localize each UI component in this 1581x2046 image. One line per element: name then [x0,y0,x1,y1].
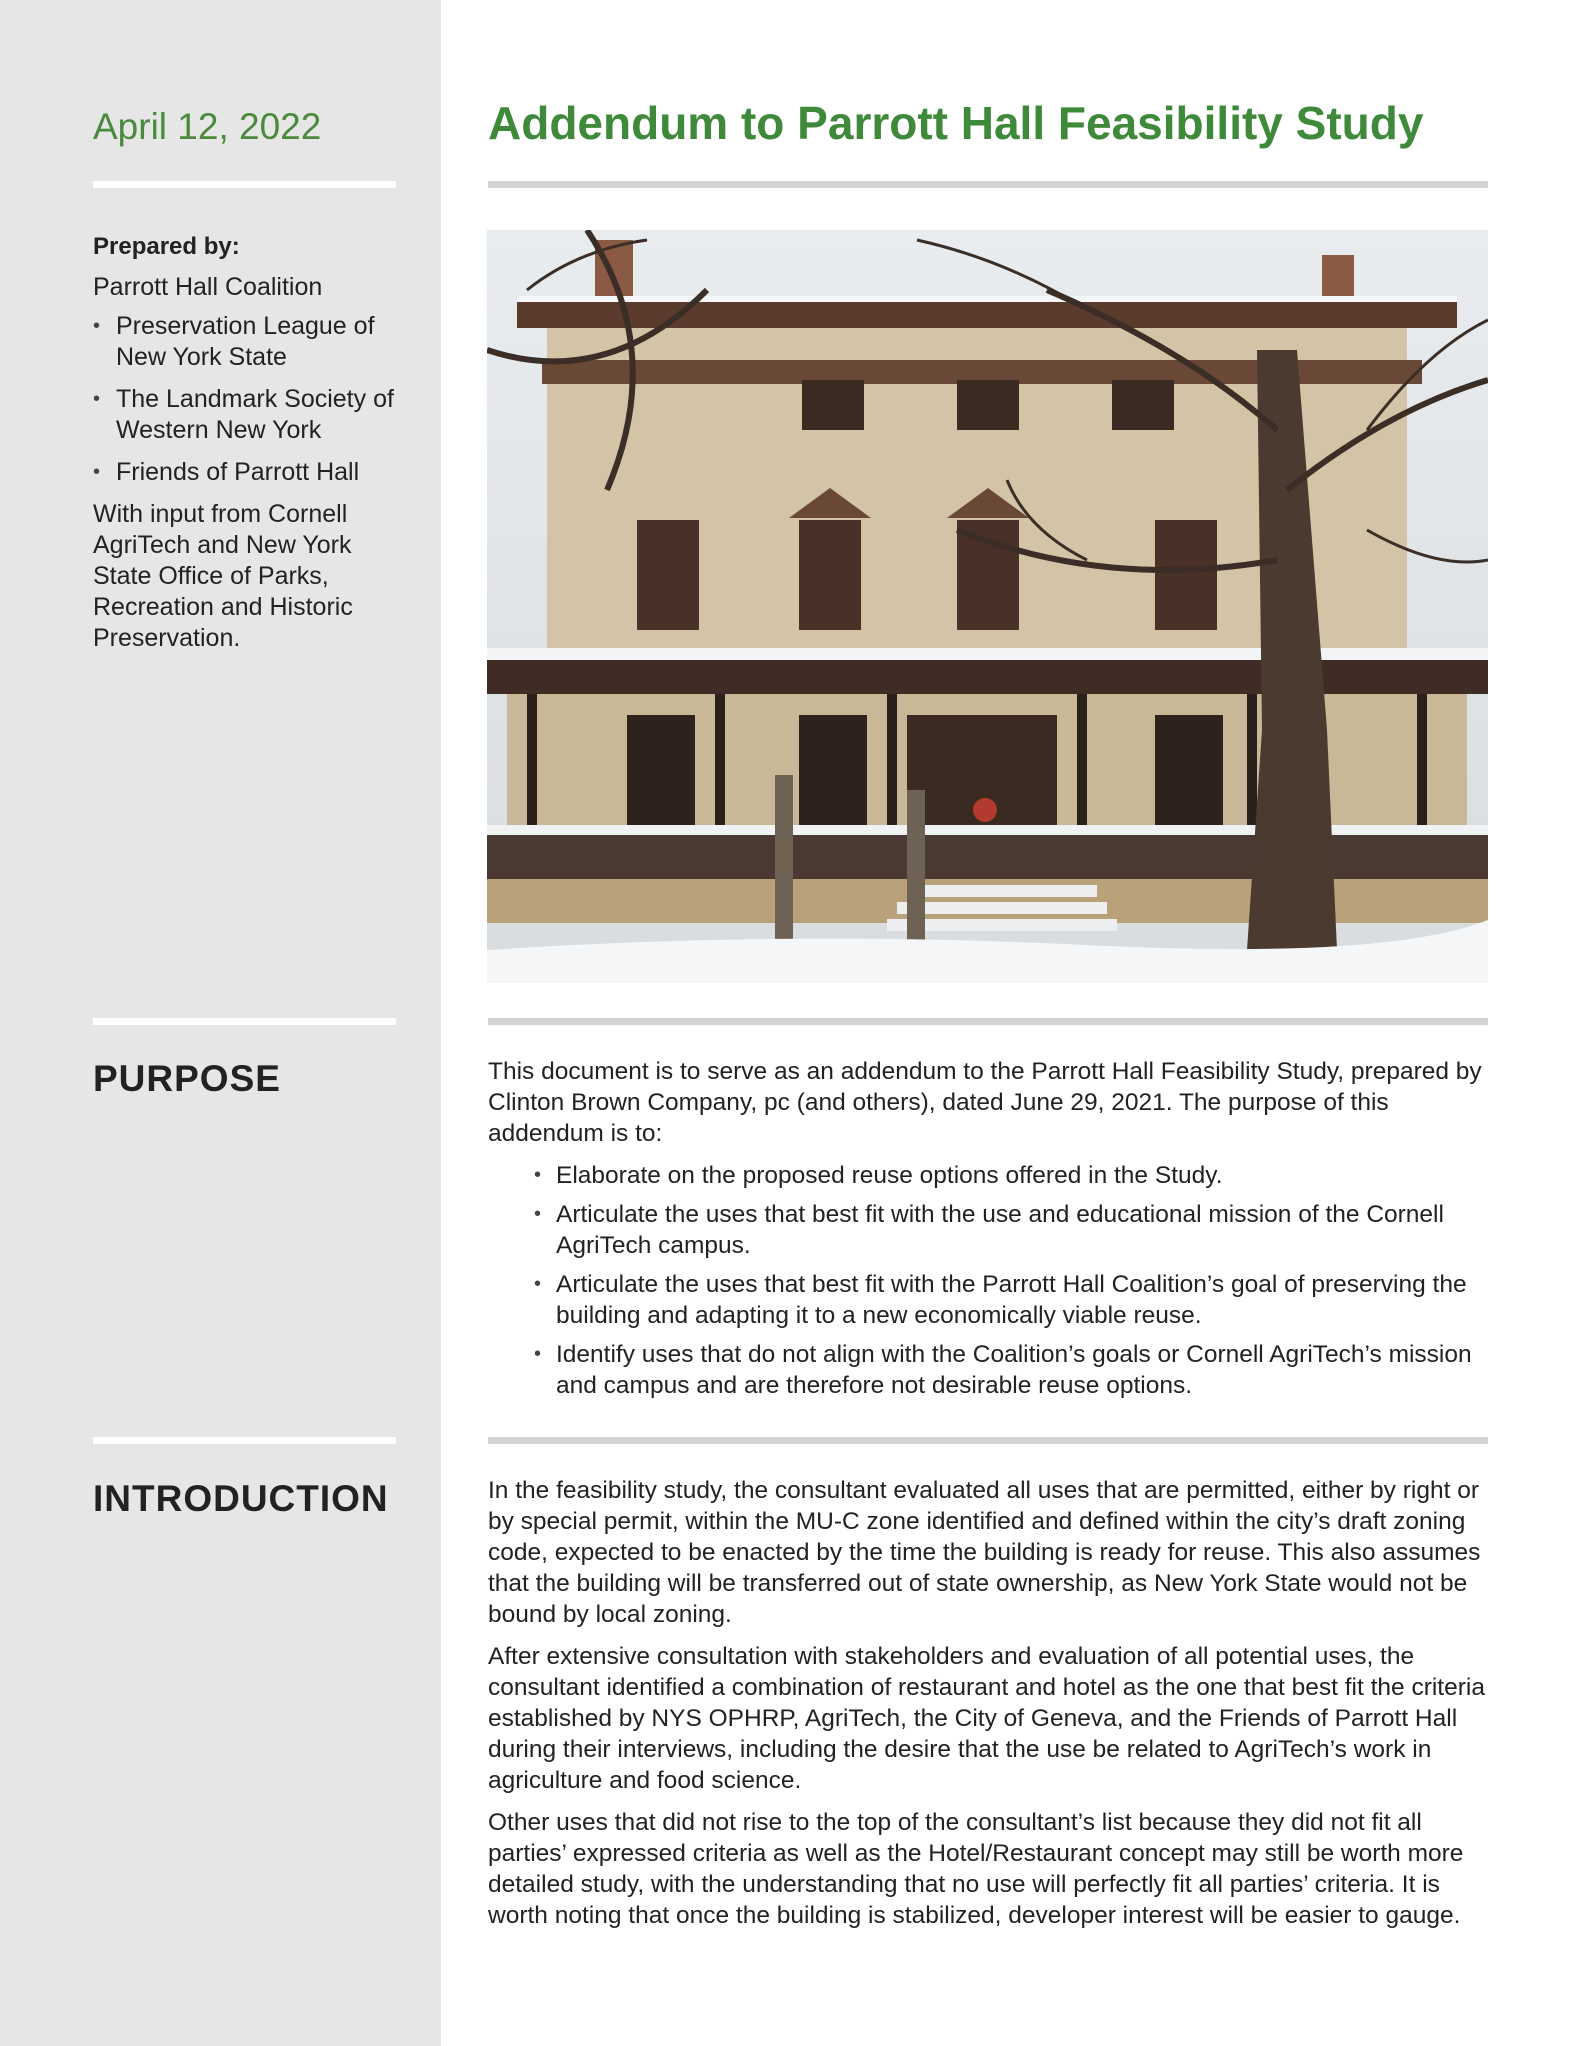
purpose-heading: PURPOSE [93,1058,281,1099]
sidebar-divider-purpose [93,1018,396,1025]
purpose-item: • Articulate the uses that best fit with the Parrott Hall Coalition’s goal of preserving the building and adapting it to a new economically viable reuse. [534,1269,1488,1331]
introduction-divider [488,1437,1488,1444]
coalition-member: • Preservation League of New York State [93,311,413,373]
introduction-paragraph: In the feasibility study, the consultant evaluated all uses that are permitted, either by right or by special permit, within the MU-C zone identified and defined within the city’s draft zoning code, expected to be enacted by the time the building is ready for reuse. This also assumes that the building will be transferred out of state ownership, as New York State would not be bound by local zoning. [488,1477,1481,1628]
coalition-member: • The Landmark Society of Western New York [93,384,413,446]
coalition-member: • Friends of Parrott Hall [93,457,413,488]
document-title: Addendum to Parrott Hall Feasibility Study [488,97,1424,149]
sidebar-divider-introduction [93,1437,396,1444]
introduction-heading: INTRODUCTION [93,1478,389,1519]
prepared-by-label: Prepared by: [93,233,240,260]
input-note: With input from Cornell AgriTech and New York State Office of Parks, Recreation and Historic Preservation. [93,500,353,652]
purpose-item: • Elaborate on the proposed reuse options offered in the Study. [534,1160,1488,1191]
purpose-intro: This document is to serve as an addendum to the Parrott Hall Feasibility Study, prepared by Clinton Brown Company, pc (and others), dated June 29, 2021. The purpose of this addendum is to: [488,1058,1482,1147]
sidebar-divider-top [93,181,396,188]
purpose-section [488,1056,1488,1409]
coalition-member-list [93,311,413,488]
introduction-section [488,1475,1488,1942]
document-date: April 12, 2022 [93,106,322,147]
purpose-list [488,1160,1488,1401]
prepared-by-org: Parrott Hall Coalition [93,273,323,301]
parrott-hall-photo [487,230,1488,983]
title-divider [488,181,1488,188]
introduction-paragraph: After extensive consultation with stakeholders and evaluation of all potential uses, the consultant identified a combination of restaurant and hotel as the one that best fit the criteria established by NYS OPHRP, AgriTech, the City of Geneva, and the Friends of Parrott Hall during their interviews, including the desire that the use be related to AgriTech’s work in agriculture and food science. [488,1643,1485,1794]
purpose-item: • Identify uses that do not align with the Coalition’s goals or Cornell AgriTech’s mission and campus and are therefore not desirable reuse options. [534,1339,1488,1401]
purpose-item: • Articulate the uses that best fit with the use and educational mission of the Cornell AgriTech campus. [534,1199,1488,1261]
purpose-divider [488,1018,1488,1025]
introduction-paragraph: Other uses that did not rise to the top of the consultant’s list because they did not fit all parties’ expressed criteria as well as the Hotel/Restaurant concept may still be worth more detailed study, with the understanding that no use will perfectly fit all parties’ criteria. It is worth noting that once the building is stabilized, developer interest will be easier to gauge. [488,1809,1464,1929]
prepared-by-block [93,231,413,654]
